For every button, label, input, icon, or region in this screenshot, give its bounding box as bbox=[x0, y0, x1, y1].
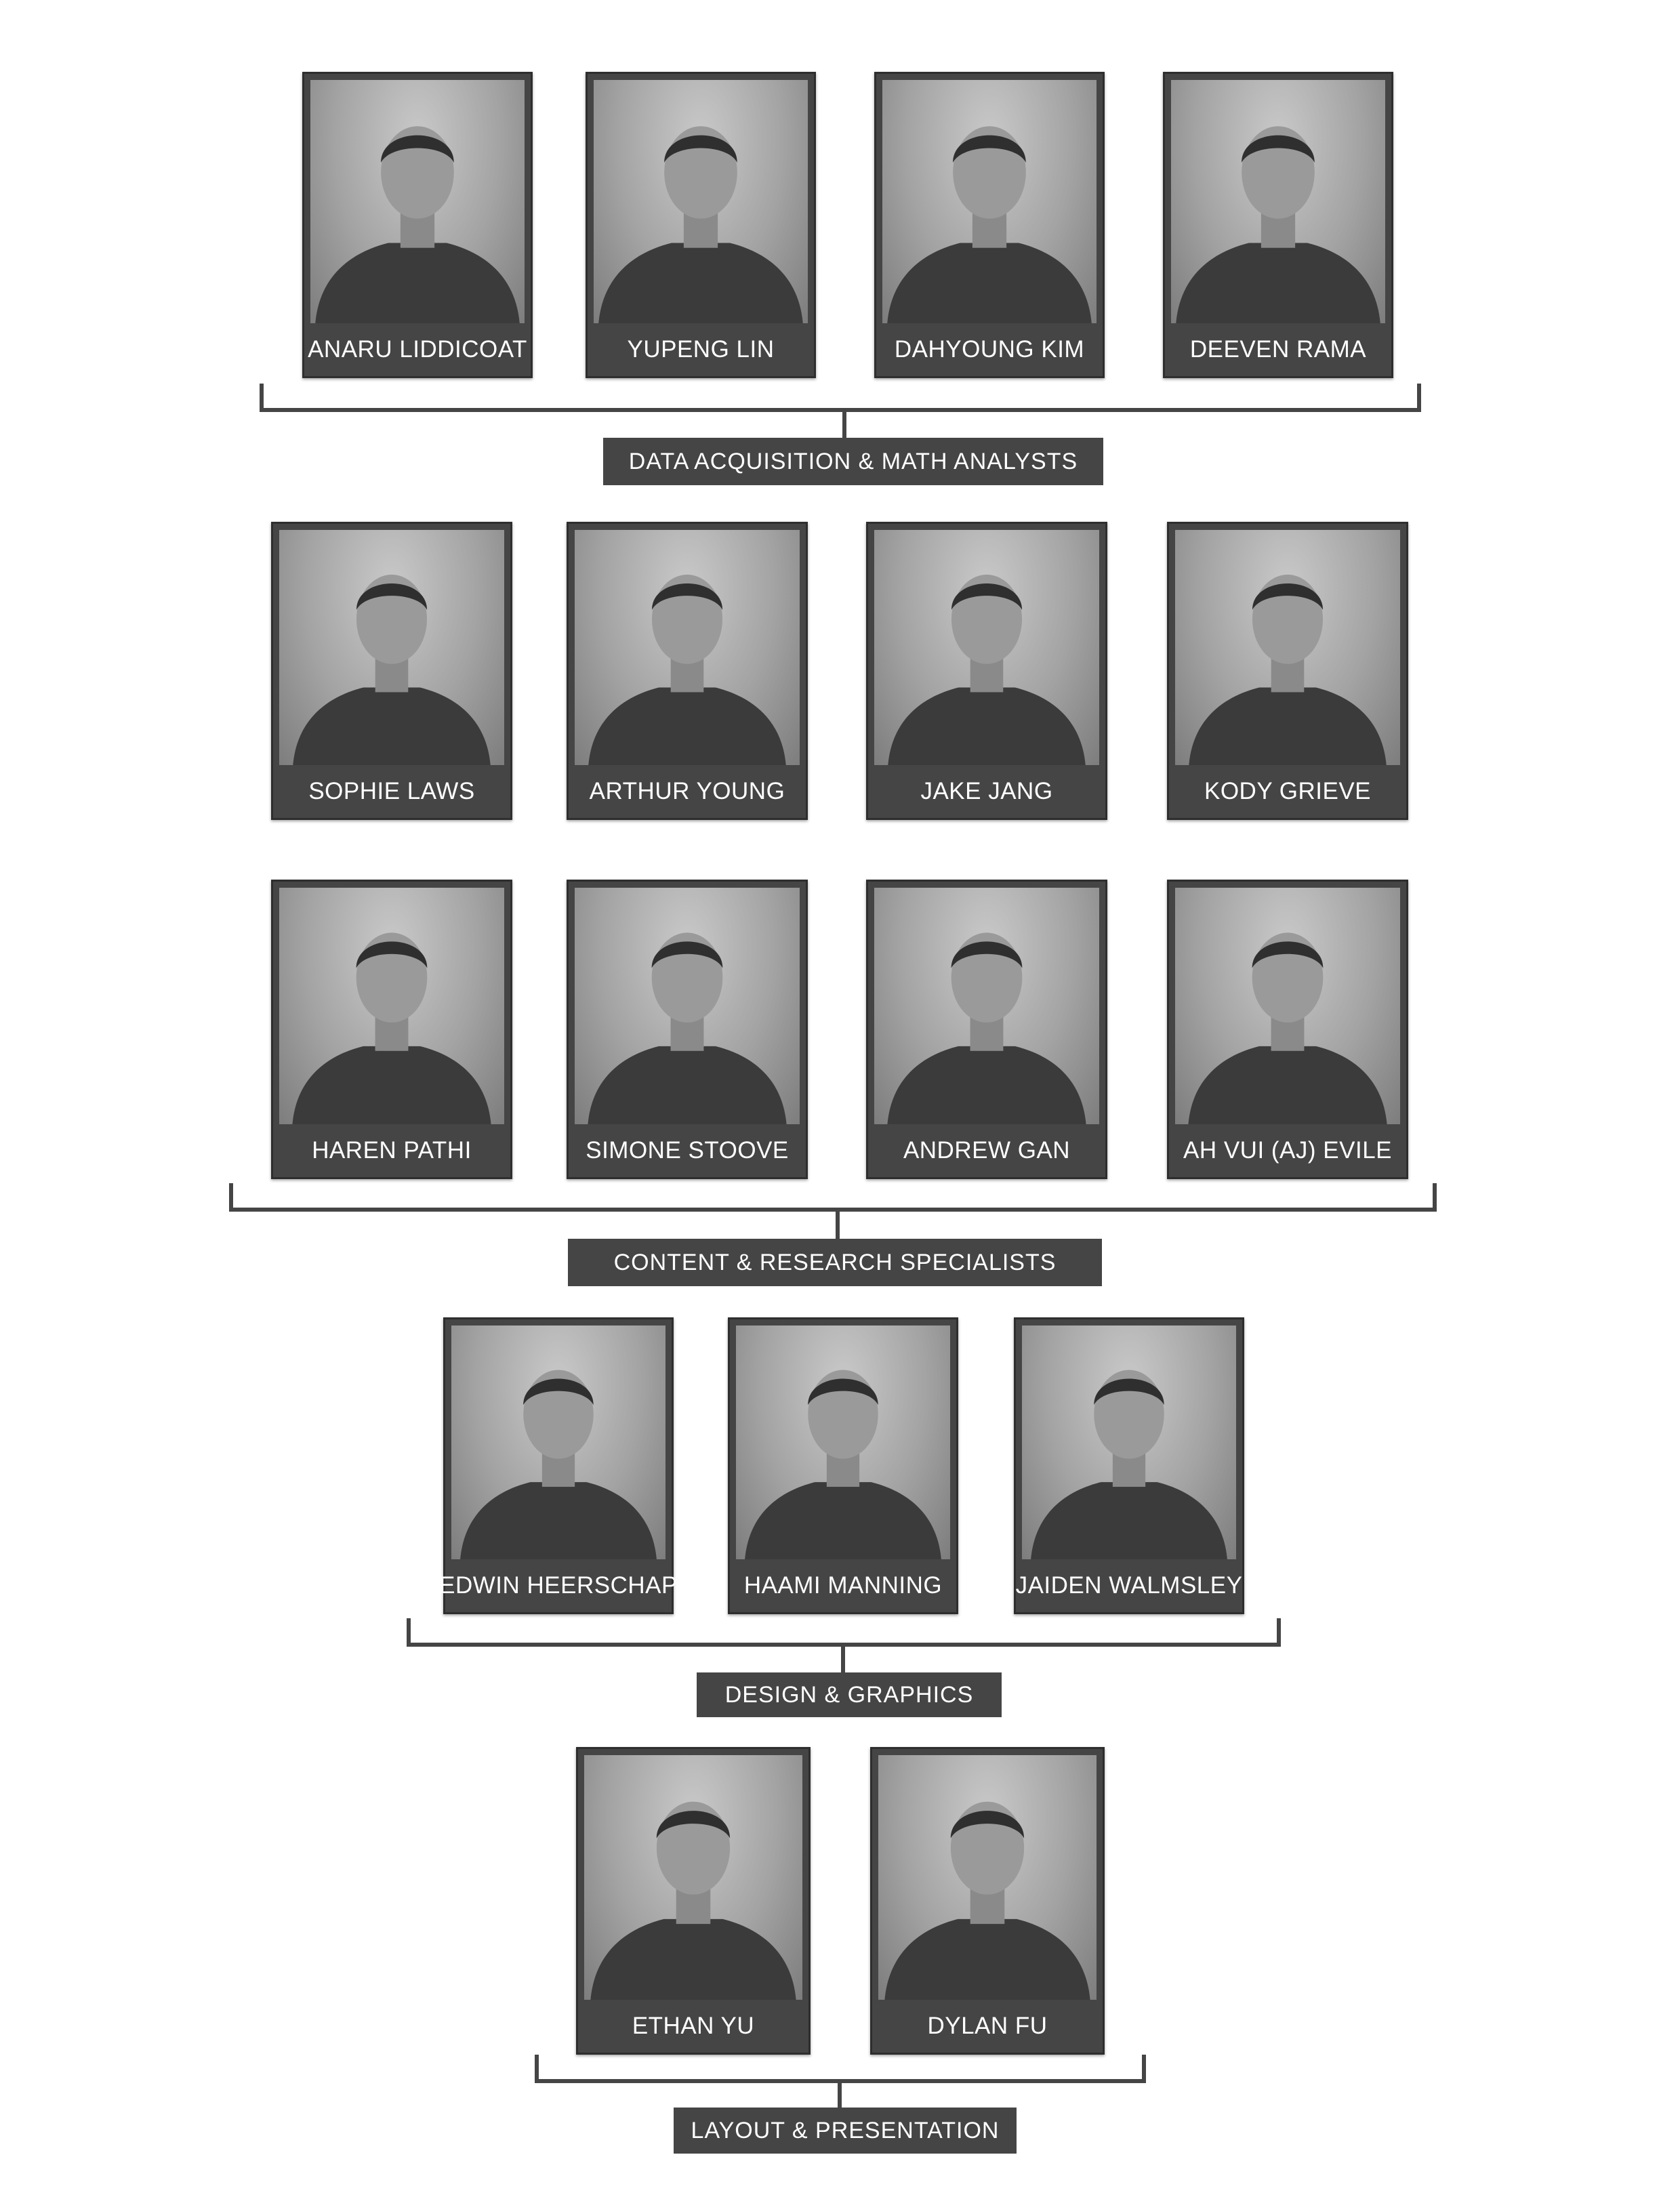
member-card bbox=[576, 1747, 811, 2055]
member-card bbox=[874, 72, 1105, 378]
portrait-photo bbox=[736, 1325, 950, 1559]
person-silhouette-icon bbox=[1022, 1325, 1236, 1559]
member-card bbox=[271, 522, 512, 820]
portrait-photo bbox=[1175, 888, 1400, 1124]
member-name: EDWIN HEERSCHAP bbox=[439, 1572, 678, 1599]
member-name: DAHYOUNG KIM bbox=[894, 336, 1085, 363]
member-card bbox=[567, 522, 808, 820]
portrait-photo bbox=[310, 80, 525, 323]
member-name: JAIDEN WALMSLEY bbox=[1015, 1572, 1243, 1599]
member-card bbox=[1163, 72, 1393, 378]
member-name: AH VUI (AJ) EVILE bbox=[1183, 1137, 1393, 1164]
portrait-photo bbox=[584, 1755, 802, 2000]
member-name: JAKE JANG bbox=[920, 778, 1053, 804]
portrait-photo bbox=[575, 888, 800, 1124]
person-silhouette-icon bbox=[1175, 530, 1400, 765]
group-label: CONTENT & RESEARCH SPECIALISTS bbox=[568, 1239, 1102, 1286]
member-card bbox=[870, 1747, 1105, 2055]
member-name: ANARU LIDDICOAT bbox=[308, 336, 527, 363]
member-name: ANDREW GAN bbox=[903, 1137, 1071, 1164]
portrait-photo bbox=[279, 530, 504, 765]
member-card bbox=[1014, 1317, 1244, 1614]
portrait-photo bbox=[575, 530, 800, 765]
member-name: ARTHUR YOUNG bbox=[589, 778, 785, 804]
member-name: ETHAN YU bbox=[632, 2013, 755, 2039]
portrait-photo bbox=[878, 1755, 1097, 2000]
person-silhouette-icon bbox=[451, 1325, 665, 1559]
member-card bbox=[271, 880, 512, 1179]
member-name: SOPHIE LAWS bbox=[308, 778, 475, 804]
person-silhouette-icon bbox=[575, 888, 800, 1124]
person-silhouette-icon bbox=[594, 80, 808, 323]
portrait-photo bbox=[1175, 530, 1400, 765]
portrait-photo bbox=[874, 530, 1099, 765]
member-card bbox=[586, 72, 816, 378]
person-silhouette-icon bbox=[1175, 888, 1400, 1124]
member-name: KODY GRIEVE bbox=[1204, 778, 1372, 804]
person-silhouette-icon bbox=[1171, 80, 1385, 323]
person-silhouette-icon bbox=[874, 888, 1099, 1124]
member-name: YUPENG LIN bbox=[627, 336, 775, 363]
group-label: DATA ACQUISITION & MATH ANALYSTS bbox=[603, 438, 1103, 485]
person-silhouette-icon bbox=[874, 530, 1099, 765]
person-silhouette-icon bbox=[310, 80, 525, 323]
portrait-photo bbox=[882, 80, 1097, 323]
person-silhouette-icon bbox=[575, 530, 800, 765]
portrait-photo bbox=[1171, 80, 1385, 323]
member-card bbox=[1167, 880, 1408, 1179]
person-silhouette-icon bbox=[882, 80, 1097, 323]
member-card bbox=[302, 72, 533, 378]
group-label: DESIGN & GRAPHICS bbox=[697, 1672, 1002, 1717]
member-card bbox=[728, 1317, 958, 1614]
member-name: DYLAN FU bbox=[927, 2013, 1048, 2039]
member-card bbox=[866, 880, 1107, 1179]
member-name: SIMONE STOOVE bbox=[586, 1137, 789, 1164]
member-card bbox=[1167, 522, 1408, 820]
group-label: LAYOUT & PRESENTATION bbox=[674, 2108, 1017, 2154]
portrait-photo bbox=[279, 888, 504, 1124]
portrait-photo bbox=[451, 1325, 665, 1559]
member-name: HAAMI MANNING bbox=[743, 1572, 943, 1599]
person-silhouette-icon bbox=[878, 1755, 1097, 2000]
member-card bbox=[567, 880, 808, 1179]
portrait-photo bbox=[1022, 1325, 1236, 1559]
portrait-photo bbox=[594, 80, 808, 323]
member-card bbox=[439, 1317, 678, 1614]
portrait-photo bbox=[874, 888, 1099, 1124]
person-silhouette-icon bbox=[736, 1325, 950, 1559]
person-silhouette-icon bbox=[279, 530, 504, 765]
member-name: DEEVEN RAMA bbox=[1189, 336, 1367, 363]
member-name: HAREN PATHI bbox=[312, 1137, 472, 1164]
person-silhouette-icon bbox=[584, 1755, 802, 2000]
member-card bbox=[866, 522, 1107, 820]
person-silhouette-icon bbox=[279, 888, 504, 1124]
